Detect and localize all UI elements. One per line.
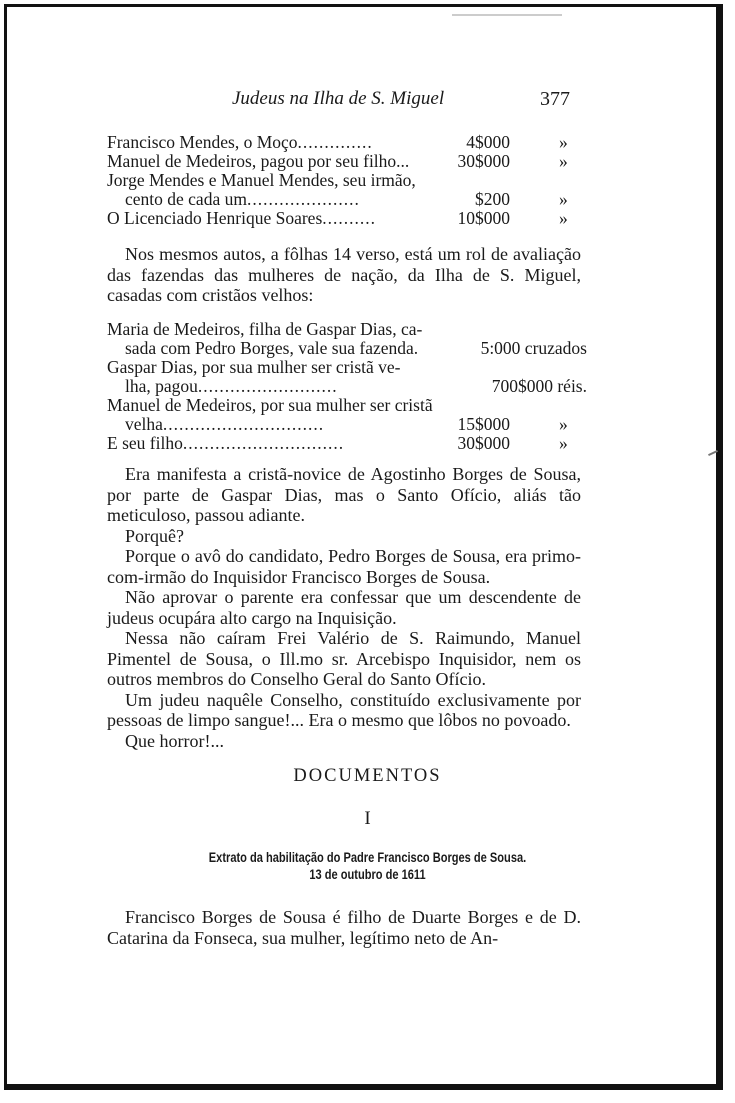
contribution-list xyxy=(107,133,587,228)
ledger-row: velha.............................. 15$000 » xyxy=(125,414,568,434)
paragraph: Um judeu naquêle Conselho, constituído exclusivamente por pessoas de limpo sangue!... Era o mesmo que lôbos no povoado. xyxy=(107,689,581,730)
ledger-name: E seu filho xyxy=(107,433,183,453)
ledger-row: cento de cada um..................... $200 » xyxy=(125,189,568,209)
ditto-mark: » xyxy=(559,132,568,152)
section-title: DOCUMENTOS xyxy=(293,766,442,786)
ledger-row: E seu filho.............................. 30$000 » xyxy=(107,433,568,453)
ledger-name: Maria de Medeiros, filha de Gaspar Dias, ca- xyxy=(107,319,423,339)
paragraph: Porque o avô do candidato, Pedro Borges de Sousa, era primo-com-irmão do Inquisidor Francisco Borges de Sousa. xyxy=(107,546,581,587)
ledger-name: O Licenciado Henrique Soares xyxy=(107,208,323,228)
ledger-name: cento de cada um xyxy=(125,189,247,209)
ledger-amount: 10$000 xyxy=(457,208,510,228)
ledger-row xyxy=(107,320,587,339)
paragraph: Porquê? xyxy=(125,525,184,546)
paragraph: Nessa não caíram Frei Valério de S. Raimundo, Manuel Pimentel de Sousa, o Ill.mo sr. Arcebispo Inquisidor, nem os outros membros do Conselho Geral do Santo Ofício. xyxy=(107,628,581,689)
ditto-mark: » xyxy=(559,433,568,453)
paragraph: Não aprovar o parente era confessar que um descendente de judeus ocupára alto cargo na Inquisição. xyxy=(107,587,581,628)
ink-speck xyxy=(452,14,562,16)
ledger-row: lha, pagou.......................... 700$000 réis. xyxy=(125,376,587,396)
ledger-row xyxy=(107,396,587,415)
paragraph: Que horror!... xyxy=(125,730,224,751)
ledger-row xyxy=(107,358,587,377)
ledger-row xyxy=(107,152,587,171)
ledger-amount: $200 xyxy=(475,189,510,209)
page-header xyxy=(0,88,735,116)
ledger-row: Francisco Mendes, o Moço.............. 4$000 » xyxy=(107,132,568,152)
ledger-amount: 30$000 xyxy=(457,433,510,453)
body-text xyxy=(107,464,581,751)
ledger-name: Gaspar Dias, por sua mulher ser cristã ve- xyxy=(107,357,401,377)
page-number: 377 xyxy=(540,88,570,110)
ledger-amount: 700$000 réis. xyxy=(491,376,587,396)
ditto-mark: » xyxy=(559,189,568,209)
ledger-name: Manuel de Medeiros, por sua mulher ser cristã xyxy=(107,395,433,415)
document-heading-title: Extrato da habilitação do Padre Francisco Borges de Sousa. xyxy=(208,850,527,865)
ledger-amount: 30$000 xyxy=(457,151,510,171)
document-number: I xyxy=(364,808,371,829)
ledger-amount: 15$000 xyxy=(457,414,510,434)
ditto-mark: » xyxy=(559,208,568,228)
intro-paragraph: Nos mesmos autos, a fôlhas 14 verso, está um rol de avaliação das fazendas das mulheres de nação, da Ilha de S. Miguel, casadas com cristãos velhos: xyxy=(107,244,581,305)
document-text: Francisco Borges de Sousa é filho de Duarte Borges e de D. Catarina da Fonseca, sua mulher, legítimo neto de An- xyxy=(107,907,581,948)
ditto-mark: » xyxy=(559,414,568,434)
ledger-amount: 4$000 xyxy=(466,132,510,152)
valuation-list xyxy=(107,320,587,453)
document-heading-date: 13 de outubro de 1611 xyxy=(309,867,426,882)
ledger-name: Manuel de Medeiros, pagou por seu filho... xyxy=(107,151,410,171)
ledger-name: lha, pagou xyxy=(125,376,198,396)
ledger-row: O Licenciado Henrique Soares.......... 10$000 » xyxy=(107,208,568,228)
ledger-row xyxy=(107,339,587,358)
ledger-name: sada com Pedro Borges, vale sua fazenda. xyxy=(125,338,419,358)
document-heading xyxy=(66,849,669,883)
ledger-row xyxy=(107,171,587,190)
ledger-name: velha xyxy=(125,414,163,434)
ditto-mark: » xyxy=(559,151,568,171)
ledger-name: Jorge Mendes e Manuel Mendes, seu irmão, xyxy=(107,170,416,190)
paragraph: Era manifesta a cristã-novice de Agostinho Borges de Sousa, por parte de Gaspar Dias, mas o Santo Ofício, aliás tão meticuloso, passou adiante. xyxy=(107,464,581,525)
running-title: Judeus na Ilha de S. Miguel xyxy=(232,88,445,109)
ledger-amount: 5:000 cruzados xyxy=(480,338,587,358)
ledger-name: Francisco Mendes, o Moço xyxy=(107,132,298,152)
